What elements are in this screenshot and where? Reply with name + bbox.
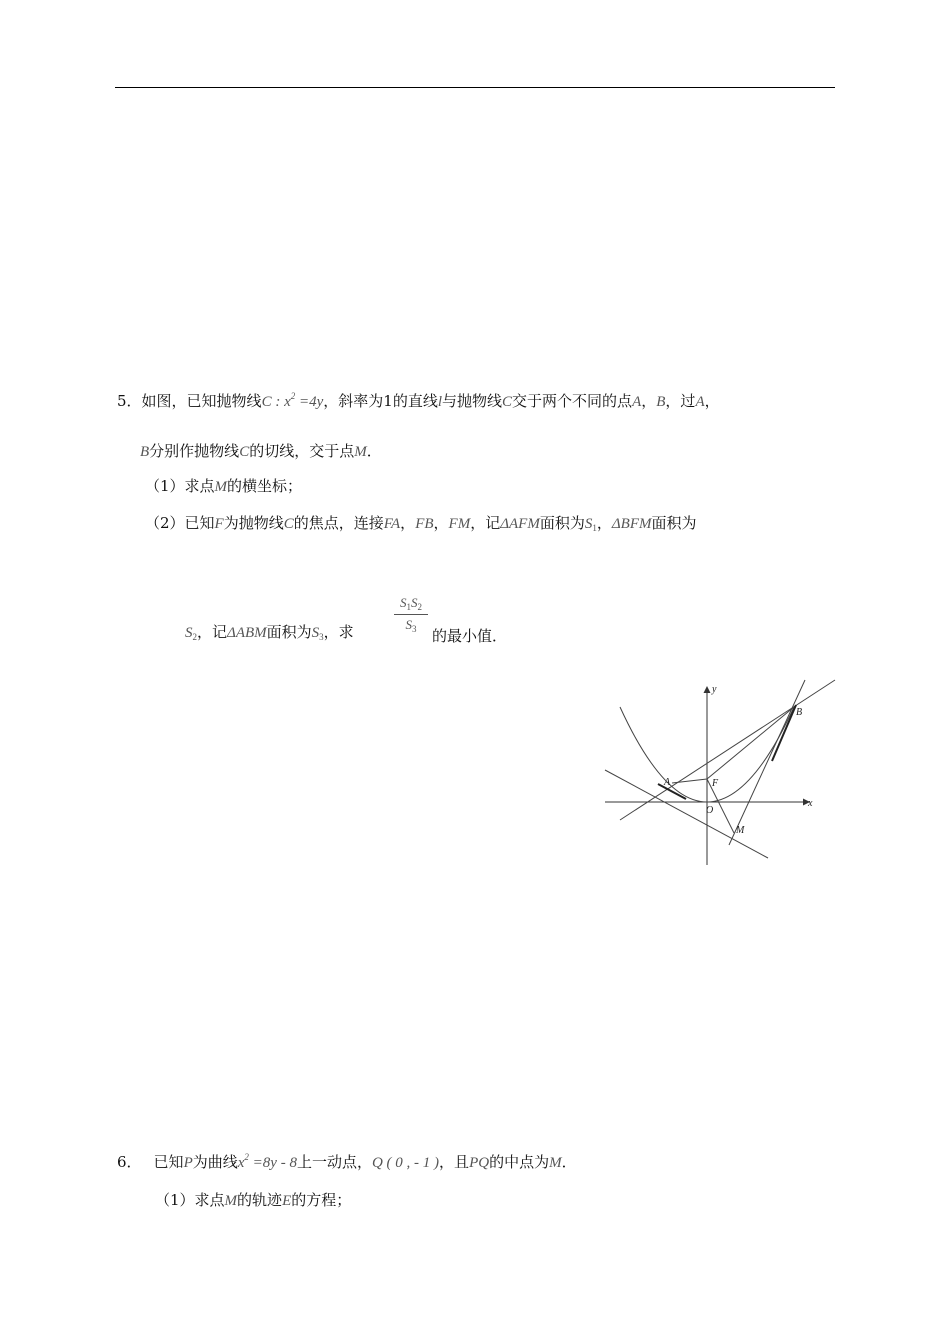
label-b: B xyxy=(796,707,803,718)
s2-symbol: $S_2$ xyxy=(185,625,197,642)
segment-fb xyxy=(707,707,794,779)
label-x: x xyxy=(808,798,813,809)
q5-part1: （1）求点M的横坐标； xyxy=(145,477,303,495)
tangent-b xyxy=(729,680,805,845)
label-m: M xyxy=(736,825,745,836)
curve-equation: $x^2 =8y - 8$ xyxy=(237,1152,297,1171)
parabola-equation: C : $x^2 =4y$ xyxy=(261,391,324,410)
ratio-fraction: $S_1S_2$ $S_3$ xyxy=(391,595,431,634)
parabola-figure xyxy=(600,675,840,870)
label-y: y xyxy=(712,684,717,695)
q5-line1: 5．如图，已知抛物线C : $x^2 =4y$，斜率为1的直线l与抛物线C交于两个不同的点A，B，过A， xyxy=(117,391,720,410)
header-rule xyxy=(115,87,835,88)
label-f: F xyxy=(712,778,719,789)
s1-symbol: $S_1$ xyxy=(584,516,597,533)
label-a: A xyxy=(664,777,671,788)
q5-number: 5． xyxy=(117,392,142,410)
y-axis-arrow xyxy=(704,686,711,693)
q5-line2: B分别作抛物线C的切线，交于点M． xyxy=(140,442,382,460)
q6-number: 6． xyxy=(117,1153,142,1171)
q5-part2: （2）已知F为抛物线C的焦点，连接FA，FB，FM，记ΔAFM面积为$S_1$，ΔBFM面积为 xyxy=(145,514,697,533)
q5-part2-cont: $S_2$，记ΔABM面积为$S_3$，求 xyxy=(185,623,354,642)
label-o: O xyxy=(706,805,714,816)
q6-part1: （1）求点M的轨迹E的方程； xyxy=(155,1191,352,1209)
line-l xyxy=(620,680,835,820)
s3-symbol: $S_3$ xyxy=(311,625,324,642)
q6-line1: 6． 已知P为曲线$x^2 =8y - 8$上一动点，Q ( 0 , - 1 )，且PQ的中点为M． xyxy=(117,1152,577,1171)
segment-fa xyxy=(672,779,707,783)
q5-part2-tail: 的最小值． xyxy=(432,627,508,645)
